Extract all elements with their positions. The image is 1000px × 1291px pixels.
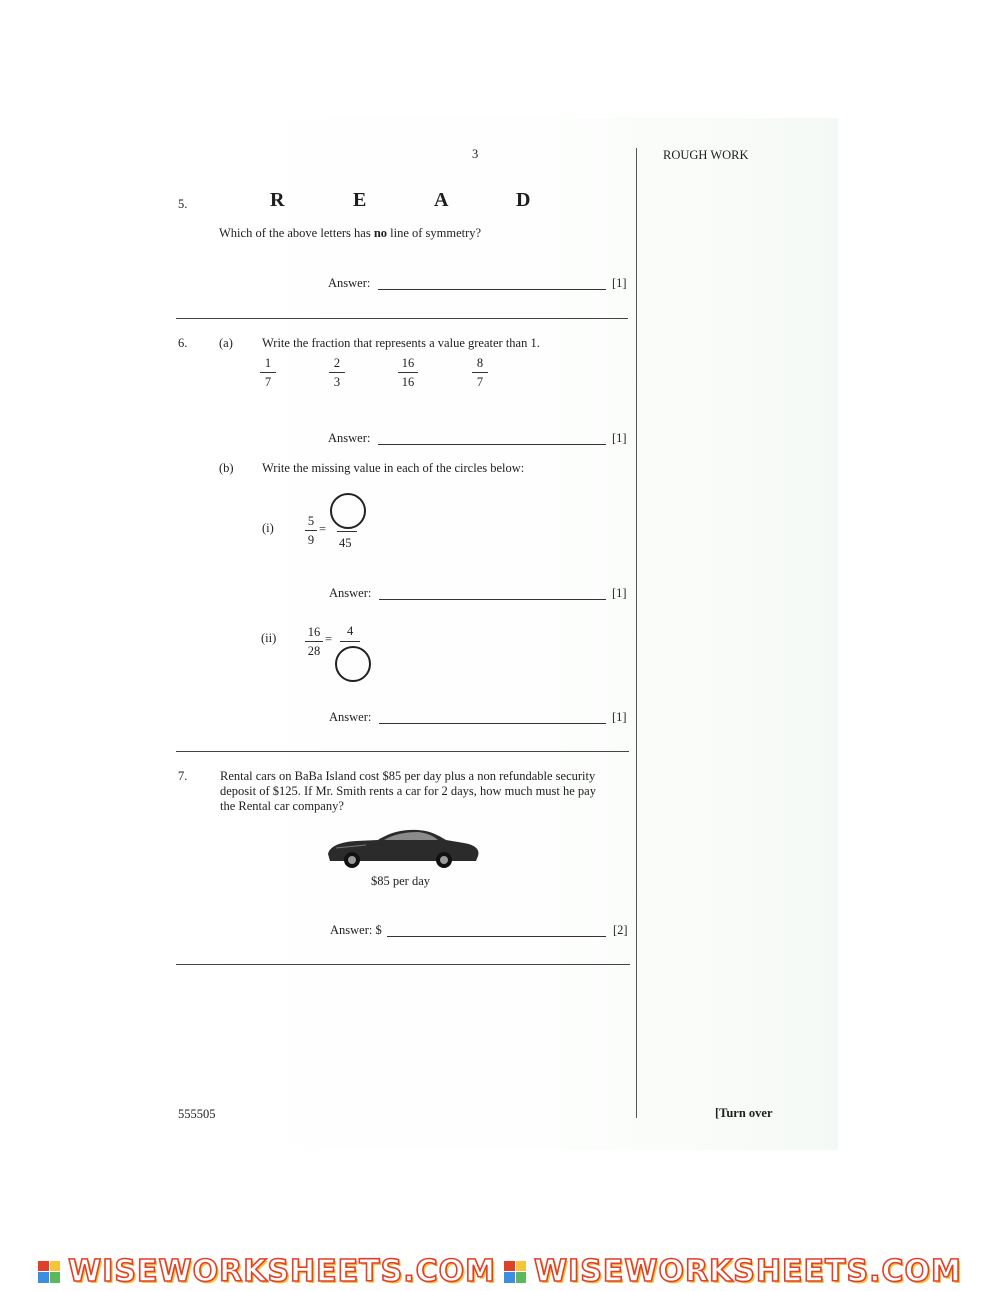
rough-work-heading: ROUGH WORK xyxy=(663,148,749,162)
fraction-option: 8 7 xyxy=(472,356,488,389)
q7-text-line: deposit of $125. If Mr. Smith rents a car for 2 days, how much must he pay xyxy=(220,784,596,798)
q7-answer-label: Answer: $ xyxy=(330,923,382,937)
q6b-ii-label: (ii) xyxy=(261,631,277,645)
wise-logo-icon xyxy=(504,1261,526,1283)
equals-sign: = xyxy=(325,632,333,646)
watermark-text: WISEWORKSHEETS.COM xyxy=(68,1254,496,1289)
fraction-bar xyxy=(337,531,357,532)
section-divider xyxy=(176,964,630,965)
car-caption: $85 per day xyxy=(371,874,431,888)
q5-letter-r: R xyxy=(270,189,285,211)
answer-circle[interactable] xyxy=(330,493,366,529)
q5-answer-line[interactable] xyxy=(378,289,606,290)
q6b-prompt: Write the missing value in each of the circles below: xyxy=(262,461,525,475)
section-divider xyxy=(176,318,628,319)
q6b-i-label: (i) xyxy=(262,521,274,535)
q6b-i-fraction: 5 9 xyxy=(305,514,317,547)
q5-letter-a: A xyxy=(434,189,449,211)
q5-answer-label: Answer: xyxy=(328,276,371,290)
q5-letter-d: D xyxy=(516,189,531,211)
q7-marks: [2] xyxy=(613,923,628,937)
fraction-option: 16 16 xyxy=(398,356,418,389)
q6b-i-denominator: 45 xyxy=(339,536,352,550)
q6b-i-answer-label: Answer: xyxy=(329,586,372,600)
scanned-page xyxy=(118,118,838,1150)
section-divider xyxy=(176,751,629,752)
fraction-option: 1 7 xyxy=(260,356,276,389)
paper-code: 555505 xyxy=(178,1107,216,1121)
q6b-ii-answer-label: Answer: xyxy=(329,710,372,724)
q6a-answer-label: Answer: xyxy=(328,431,371,445)
equals-sign: = xyxy=(319,522,327,536)
q5-marks: [1] xyxy=(612,276,627,290)
watermark-banner xyxy=(0,1252,1000,1291)
q6a-label: (a) xyxy=(219,336,233,350)
answer-circle[interactable] xyxy=(335,646,371,682)
q6b-i-marks: [1] xyxy=(612,586,627,600)
q7-number: 7. xyxy=(178,769,188,783)
q5-number: 5. xyxy=(178,197,188,211)
q6b-ii-numerator: 4 xyxy=(347,624,354,638)
q7-text-line: Rental cars on BaBa Island cost $85 per day plus a non refundable security xyxy=(220,769,596,783)
q5-letter-e: E xyxy=(353,189,367,211)
turn-over-note: [Turn over xyxy=(715,1106,773,1120)
watermark-text: WISEWORKSHEETS.COM xyxy=(534,1254,962,1289)
q6b-label: (b) xyxy=(219,461,234,475)
q6a-marks: [1] xyxy=(612,431,627,445)
q6b-i-answer-line[interactable] xyxy=(379,599,606,600)
q6b-ii-fraction: 16 28 xyxy=(305,625,323,658)
fraction-option: 2 3 xyxy=(329,356,345,389)
q7-answer-line[interactable] xyxy=(387,936,606,937)
fraction-bar xyxy=(340,641,360,642)
q6a-prompt: Write the fraction that represents a value greater than 1. xyxy=(262,336,540,350)
wise-logo-icon xyxy=(38,1261,60,1283)
q6b-ii-answer-line[interactable] xyxy=(379,723,606,724)
q6a-answer-line[interactable] xyxy=(378,444,606,445)
sports-car-image xyxy=(326,826,482,870)
q7-text-line: the Rental car company? xyxy=(220,799,344,813)
q6-number: 6. xyxy=(178,336,188,350)
q5-prompt: Which of the above letters has no line of symmetry? xyxy=(219,226,482,240)
page-number: 3 xyxy=(472,147,479,161)
q6b-ii-marks: [1] xyxy=(612,710,627,724)
rough-work-divider xyxy=(636,148,637,1118)
